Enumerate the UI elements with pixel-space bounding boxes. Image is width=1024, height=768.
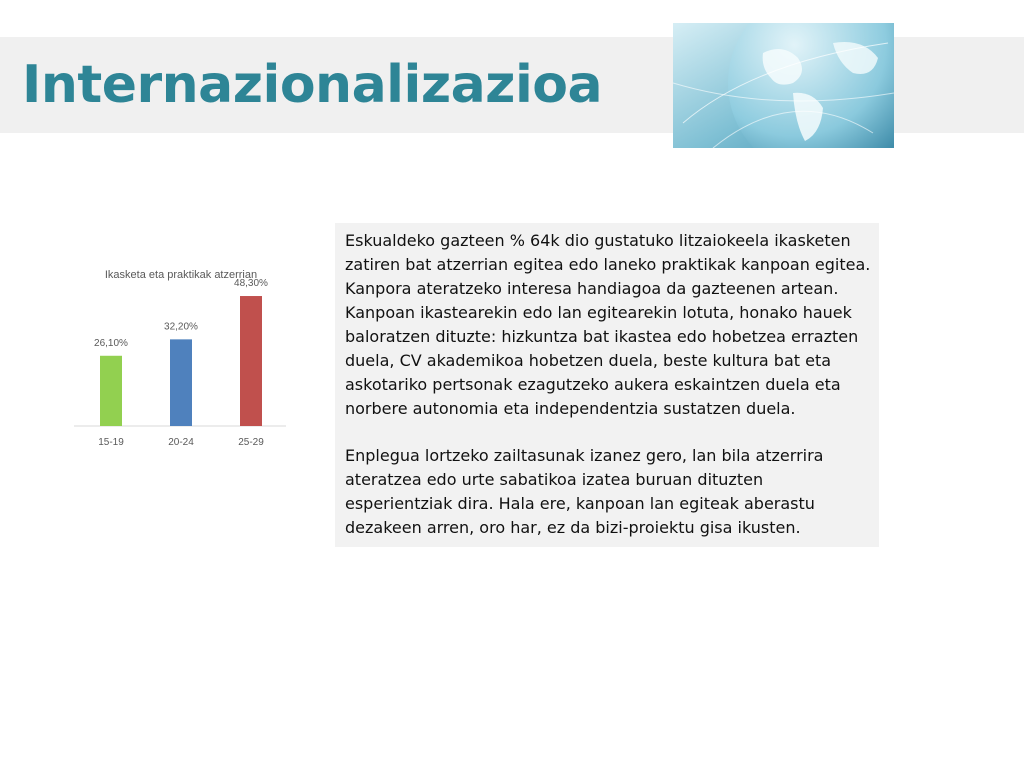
data-label-25-29: 48,30% xyxy=(234,278,268,290)
slide-title: Internazionalizazioa xyxy=(22,55,603,115)
globe-image xyxy=(673,23,894,148)
data-label-15-19: 26,10% xyxy=(94,337,128,349)
x-tick-label-15-19: 15-19 xyxy=(98,437,124,448)
bar-15-19 xyxy=(100,356,122,426)
x-tick-label-20-24: 20-24 xyxy=(168,437,194,448)
chart-title: Ikasketa eta praktikak atzerrian xyxy=(104,269,258,281)
paragraph-1: Eskualdeko gazteen % 64k dio gustatuko litzaiokeela ikasketen zatiren bat atzerrian egitea edo laneko praktikak kanpoan egitea. Kanpora ateratzeko interesa handiagoa da gazteenen artean. Kanpoan ikastearekin edo lan egitearekin lotuta, honako hauek baloratzen dituzte: hizkuntza bat ikastea edo hobetzea errazten duela, CV akademikoa hobetzen duela, beste kultura bat eta askotariko pertsonak ezagutzeko aukera eskaintzen duela eta norbere autonomia eta independentzia sustatzen duela. xyxy=(345,231,871,418)
paragraph-2: Enplegua lortzeko zailtasunak izanez gero, lan bila atzerrira ateratzea edo urte sabatikoa izatea buruan dituzten esperientziak dira. Hala ere, kanpoan lan egiteak aberastu dezakeen arren, oro har, ez da bizi-proiektu gisa ikusten. xyxy=(345,446,824,537)
x-tick-label-25-29: 25-29 xyxy=(238,437,264,448)
data-label-20-24: 32,20% xyxy=(164,321,198,333)
bar-20-24 xyxy=(170,339,192,426)
bar-25-29 xyxy=(240,296,262,426)
text-box xyxy=(335,223,879,547)
bar-chart xyxy=(60,255,300,455)
